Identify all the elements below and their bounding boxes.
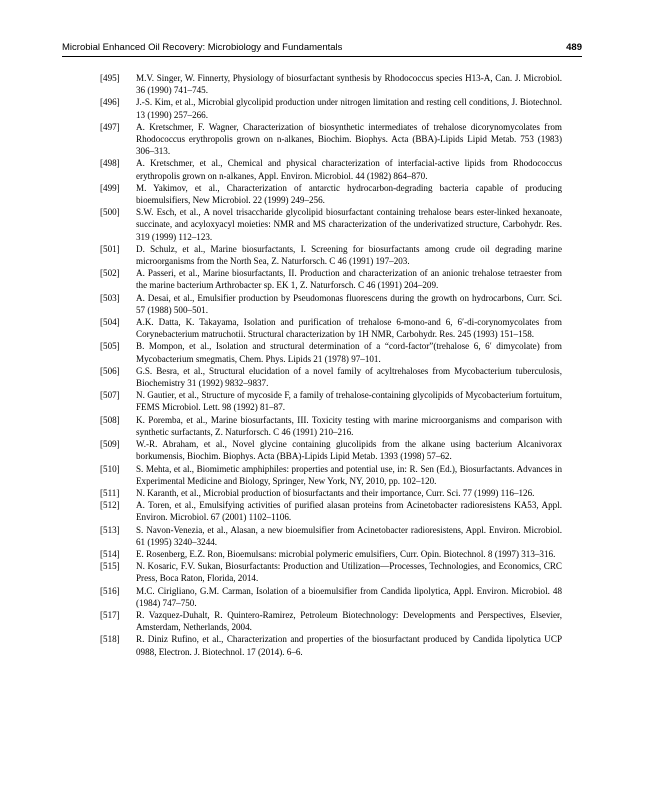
reference-number: [509] (100, 439, 120, 450)
reference-item (100, 316, 562, 340)
reference-number: [514] (100, 548, 120, 559)
reference-item (100, 365, 562, 389)
reference-text: D. Schulz, et al., Marine biosurfactants, I. Screening for biosurfactants among crude oil degrading marine microorganisms from the North Sea, Z. Naturforsch. C 46 (1991) 197–203. (136, 243, 562, 267)
reference-text: A. Kretschmer, F. Wagner, Characterization of biosynthetic intermediates of trehalose dicorynomycolates from Rhodococcus erythropolis grown on n-alkanes, Biochim. Biophys. Acta (BBA)-Lipids Lipid Metab. 753 (1983) 306–313. (136, 121, 562, 157)
reference-item (100, 243, 562, 267)
reference-number: [512] (100, 500, 120, 511)
reference-text: N. Gautier, et al., Structure of mycoside F, a family of trehalose-containing glycolipids of Mycobacterium fortuitum, FEMS Microbiol. Lett. 98 (1992) 81–87. (136, 390, 562, 413)
reference-text: S. Navon-Venezia, et al., Alasan, a new bioemulsifier from Acinetobacter radioresistens, Appl. Environ. Microbiol. 61 (1995) 3240–3244. (136, 524, 562, 547)
reference-text: A. Kretschmer, et al., Chemical and physical characterization of interfacial-active lipids from Rhodococcus erythropolis grown on n-alkanes, Appl. Environ. Microbiol. 44 (1982) 864–870. (136, 158, 562, 181)
reference-number: [501] (100, 243, 120, 254)
reference-item (100, 182, 562, 206)
reference-text: M. Yakimov, et al., Characterization of antarctic hydrocarbon-degrading bacteria capable of producing bioemulsifiers, New Microbiol. 22 (1999) 249–256. (136, 182, 562, 206)
reference-text: M.V. Singer, W. Finnerty, Physiology of biosurfactant synthesis by Rhodococcus species H13-A, Can. J. Microbiol. 36 (1990) 741–745. (136, 73, 562, 96)
reference-text: A. Passeri, et al., Marine biosurfactants, II. Production and characterization of an anionic trehalose tetraester from the marine bacterium Arthrobacter sp. EK 1, Z. Naturforsch. C 46 (1991) 204–209. (136, 268, 562, 291)
reference-text: A. Toren, et al., Emulsifying activities of purified alasan proteins from Acinetobacter radioresistens KA53, Appl. Environ. Microbiol. 67 (2001) 1102–1106. (136, 500, 562, 523)
reference-text: W.-R. Abraham, et al., Novel glycine containing glucolipids from the alkane using bacterium Alcanivorax borkumensis, Biochim. Biophys. Acta (BBA)-Lipids Lipid Metab. 1393 (1998) 57–62. (136, 439, 562, 462)
reference-text: K. Poremba, et al., Marine biosurfactants, III. Toxicity testing with marine microorganisms and comparison with synthetic surfactants, Z. Naturforsch. C 46 (1991) 210–216. (136, 414, 562, 437)
reference-text: N. Kosaric, F.V. Sukan, Biosurfactants: Production and Utilization—Processes, Technologies, and Economics, CRC Press, Boca Raton, Florida, 2014. (136, 561, 562, 584)
reference-item (100, 524, 562, 548)
reference-number: [517] (100, 609, 120, 620)
reference-item (100, 548, 562, 560)
reference-item (100, 96, 562, 120)
reference-text: J.-S. Kim, et al., Microbial glycolipid production under nitrogen limitation and resting cell conditions, J. Biotechnol. 13 (1990) 257–266. (136, 97, 562, 120)
reference-number: [498] (100, 158, 120, 169)
reference-item (100, 585, 562, 609)
reference-item (100, 292, 562, 316)
reference-text: A. Desai, et al., Emulsifier production by Pseudomonas fluorescens during the growth on hydrocarbons, Curr. Sci. 57 (1988) 500–501. (136, 292, 562, 315)
reference-list (100, 72, 562, 658)
reference-number: [497] (100, 121, 120, 132)
reference-number: [495] (100, 73, 120, 83)
reference-number: [504] (100, 317, 120, 328)
reference-item (100, 499, 562, 523)
reference-text: R. Diniz Rufino, et al., Characterization and properties of the biosurfactant produced by Candida lipolytica UCP 0988, Electron. J. Biotechnol. 17 (2014). 6–6. (136, 634, 562, 657)
reference-item (100, 72, 562, 96)
reference-item (100, 267, 562, 291)
header-rule (62, 56, 582, 57)
reference-item (100, 157, 562, 181)
reference-number: [513] (100, 524, 120, 535)
reference-number: [496] (100, 97, 120, 108)
reference-number: [507] (100, 390, 120, 401)
reference-text: N. Karanth, et al., Microbial production of biosurfactants and their importance, Curr. Sci. 77 (1999) 116–126. (136, 487, 535, 498)
page-number: 489 (566, 42, 582, 53)
reference-number: [505] (100, 341, 120, 352)
reference-item (100, 633, 562, 657)
reference-item (100, 438, 562, 462)
reference-item (100, 340, 562, 364)
reference-text: R. Vazquez-Duhalt, R. Quintero-Ramirez, Petroleum Biotechnology: Developments and Perspectives, Elsevier, Amsterdam, Netherlands, 2004. (136, 609, 562, 633)
reference-number: [499] (100, 182, 120, 193)
reference-number: [518] (100, 634, 120, 645)
reference-text: S. Mehta, et al., Biomimetic amphiphiles: properties and potential use, in: R. Sen (Ed.), Biosurfactants. Advances in Experimental Medicine and Biology, Springer, New York, NY, 2010, pp. 102–120. (136, 463, 562, 486)
reference-item (100, 463, 562, 487)
reference-text: S.W. Esch, et al., A novel trisaccharide glycolipid biosurfactant containing trehalose bears ester-linked hexanoate, succinate, and acyloxyacyl moieties: NMR and MS characterization of the underivatized structure, Carbohydr. Res. 319 (1999) 112–123. (136, 207, 562, 242)
running-header-title: Microbial Enhanced Oil Recovery: Microbiology and Fundamentals (62, 42, 343, 53)
reference-number: [511] (100, 487, 120, 498)
reference-number: [503] (100, 292, 120, 303)
reference-item (100, 389, 562, 413)
reference-text: G.S. Besra, et al., Structural elucidation of a novel family of acyltrehaloses from Mycobacterium tuberculosis, Biochemistry 31 (1992) 9832–9837. (136, 365, 562, 389)
reference-item (100, 121, 562, 158)
reference-item (100, 414, 562, 438)
reference-item (100, 206, 562, 243)
reference-text: B. Mompon, et al., Isolation and structural determination of a “cord-factor”(trehalose 6, 6′ dimycolate) from Mycobacterium smegmatis, Chem. Phys. Lipids 21 (1978) 97–101. (136, 341, 562, 364)
reference-text: M.C. Cirigliano, G.M. Carman, Isolation of a bioemulsifier from Candida lipolytica, Appl. Environ. Microbiol. 48 (1984) 747–750. (136, 585, 562, 608)
reference-item (100, 560, 562, 584)
reference-number: [502] (100, 268, 120, 279)
reference-number: [508] (100, 414, 120, 425)
reference-item (100, 487, 562, 499)
reference-number: [510] (100, 463, 120, 474)
reference-number: [500] (100, 207, 120, 218)
reference-number: [516] (100, 585, 120, 596)
reference-text: A.K. Datta, K. Takayama, Isolation and purification of trehalose 6-mono-and 6, 6′-di-corynomycolates from Corynebacterium matruchotii. Structural characterization by 1H NMR, Carbohydr. Res. 245 (1993) 151–158. (136, 317, 562, 340)
reference-number: [515] (100, 561, 120, 572)
reference-text: E. Rosenberg, E.Z. Ron, Bioemulsans: microbial polymeric emulsifiers, Curr. Opin. Biotechnol. 8 (1997) 313–316. (136, 548, 556, 559)
reference-item (100, 609, 562, 633)
reference-number: [506] (100, 365, 120, 376)
